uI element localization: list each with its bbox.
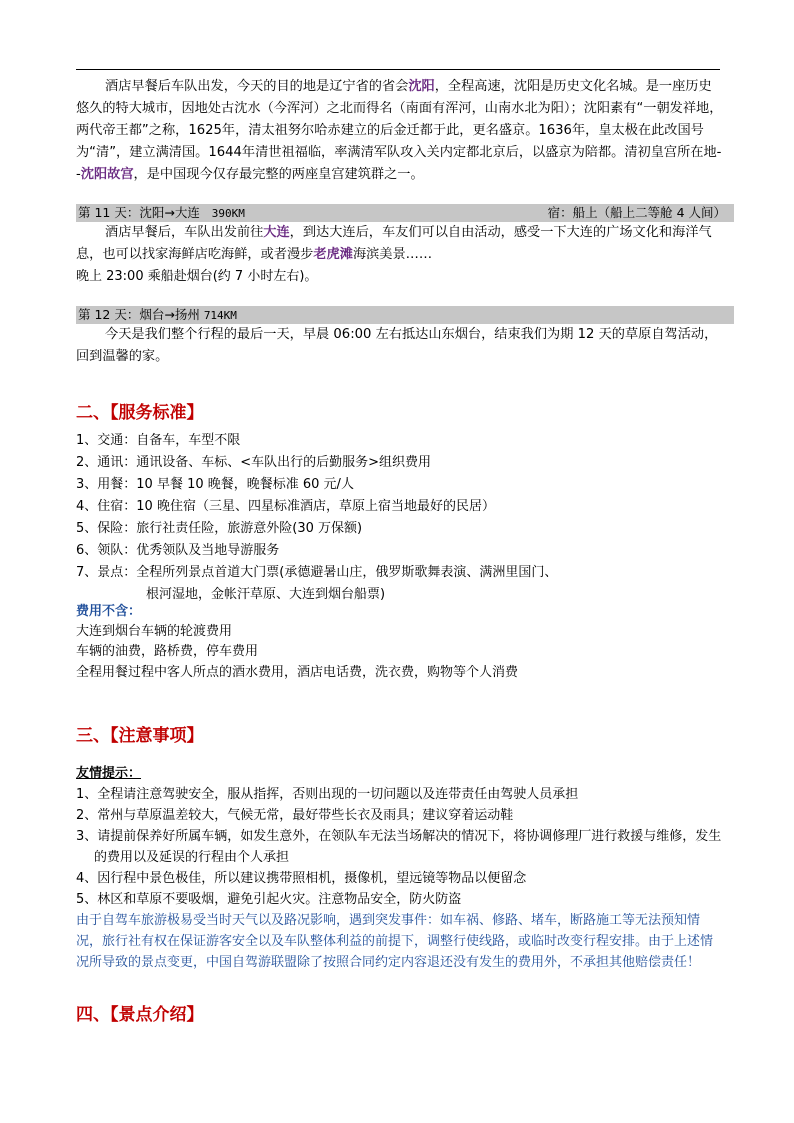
excluded-item: 车辆的油费，路桥费，停车费用 (76, 644, 259, 659)
disclaimer: 由于自驾车旅游极易受当时天气以及路况影响，遇到突发事件：如车祸、修路、堵车，断路施工等无法预知情况，旅行社有权在保证游客安全以及车队整体利益的前提下，调整行使线路，或临时改变行程安排。由于上述情况所导致的景点变更，中国自驾游联盟除了按照合同约定内容退还没有发生的费用外，不承担其他赔偿责任！ (76, 913, 714, 970)
day11-accommodation: 宿：船上（船上二等舱 4 人间） (547, 205, 726, 220)
list-item: 3、请提前保养好所属车辆，如发生意外，在领队车无法当场解决的情况下，将协调修理厂进行救援与维修，发生的费用以及延误的行程由个人承担 (76, 829, 722, 865)
highlight-shenyang: 沈阳 (408, 79, 435, 94)
list-item-continuation: 根河湿地，金帐汗草原、大连到烟台船票) (146, 587, 386, 602)
excluded-heading: 费用不含： (76, 604, 142, 619)
list-item: 4、住宿：10 晚住宿（三星、四星标准酒店，草原上宿当地最好的民居） (76, 499, 495, 514)
day11-text-3: 海滨美景…… (352, 247, 433, 262)
day10-text-3: ，是中国现今仅存最完整的两座皇宫建筑群之一。 (133, 167, 424, 182)
list-item: 5、林区和草原不要吸烟，避免引起火灾。注意物品安全，防火防盗 (76, 892, 462, 907)
day11-title: 第 11 天：沈阳→大连 (78, 205, 200, 220)
day11-text-1: 酒店早餐后，车队出发前往 (105, 225, 264, 240)
day11-text-2: ，到达大连后，车友们可以自由活动，感受一下大连的广场文化和海洋气息，也可以找家海鲜店吃海鲜，或者漫步 (76, 225, 712, 262)
highlight-dalian: 大连 (263, 225, 290, 240)
day12-header (76, 306, 734, 324)
top-rule (76, 69, 720, 70)
friendly-tip-title: 友情提示： (76, 766, 142, 781)
day12-title: 第 12 天：烟台→扬州 (78, 307, 200, 322)
excluded-item: 全程用餐过程中客人所点的酒水费用，酒店电话费，洗衣费，购物等个人消费 (76, 665, 519, 680)
list-item: 6、领队：优秀领队及当地导游服务 (76, 543, 280, 558)
scenic-heading: 四、【景点介绍】 (76, 1005, 204, 1025)
day12-distance: 714KM (203, 309, 237, 322)
list-item: 1、交通：自备车，车型不限 (76, 433, 241, 448)
list-item: 1、全程请注意驾驶安全，服从指挥，否则出现的一切问题以及连带责任由驾驶人员承担 (76, 787, 579, 802)
day10-text-2: ，全程高速，沈阳是历史文化名城。是一座历史悠久的特大城市，因地处古沈水（今浑河）之北而得名（南面有浑河，山南水北为阳）；沈阳素有“一朝发祥地，两代帝王都”之称，1625年，清太祖努尔哈赤建立的后金迁都于此，更名盛京。1636年，皇太极在此改国号为“清”，建立满清国。1644年清世祖福临，率满清军队攻入关内定都北京后，以盛京为陪都。清初皇宫所在地-- (76, 79, 723, 182)
excluded-item: 大连到烟台车辆的轮渡费用 (76, 624, 233, 639)
day11-distance: 390KM (211, 207, 245, 220)
list-item: 4、因行程中景色极佳，所以建议携带照相机，摄像机，望远镜等物品以便留念 (76, 871, 527, 886)
list-item: 5、保险：旅行社责任险，旅游意外险(30 万保额) (76, 521, 363, 536)
day11-header (76, 204, 734, 222)
service-heading: 二、【服务标准】 (76, 403, 204, 423)
day11-paragraph (76, 222, 724, 266)
highlight-shenyang-palace: 沈阳故宫 (80, 167, 134, 182)
list-item: 3、用餐：10 早餐 10 晚餐，晚餐标准 60 元/人 (76, 477, 354, 492)
list-item: 2、通讯：通讯设备、车标、<车队出行的后勤服务>组织费用 (76, 455, 432, 470)
service-list (76, 430, 728, 606)
highlight-tiger-beach: 老虎滩 (313, 247, 353, 262)
day11-night: 晚上 23:00 乘船赴烟台(约 7 小时左右)。 (76, 269, 318, 284)
list-item: 7、景点：全程所列景点首道大门票(承德避暑山庄，俄罗斯歌舞表演、满洲里国门、 (76, 565, 558, 580)
day10-text-1: 酒店早餐后车队出发，今天的目的地是辽宁省的省会 (105, 79, 409, 94)
notes-list (76, 784, 728, 910)
list-item: 2、常州与草原温差较大，气候无常，最好带些长衣及雨具；建议穿着运动鞋 (76, 808, 514, 823)
day12-paragraph: 今天是我们整个行程的最后一天，早晨 06:00 左右抵达山东烟台，结束我们为期 12 天的草原自驾活动，回到温馨的家。 (76, 327, 718, 364)
day10-paragraph (76, 76, 724, 186)
notes-heading: 三、【注意事项】 (76, 726, 204, 746)
